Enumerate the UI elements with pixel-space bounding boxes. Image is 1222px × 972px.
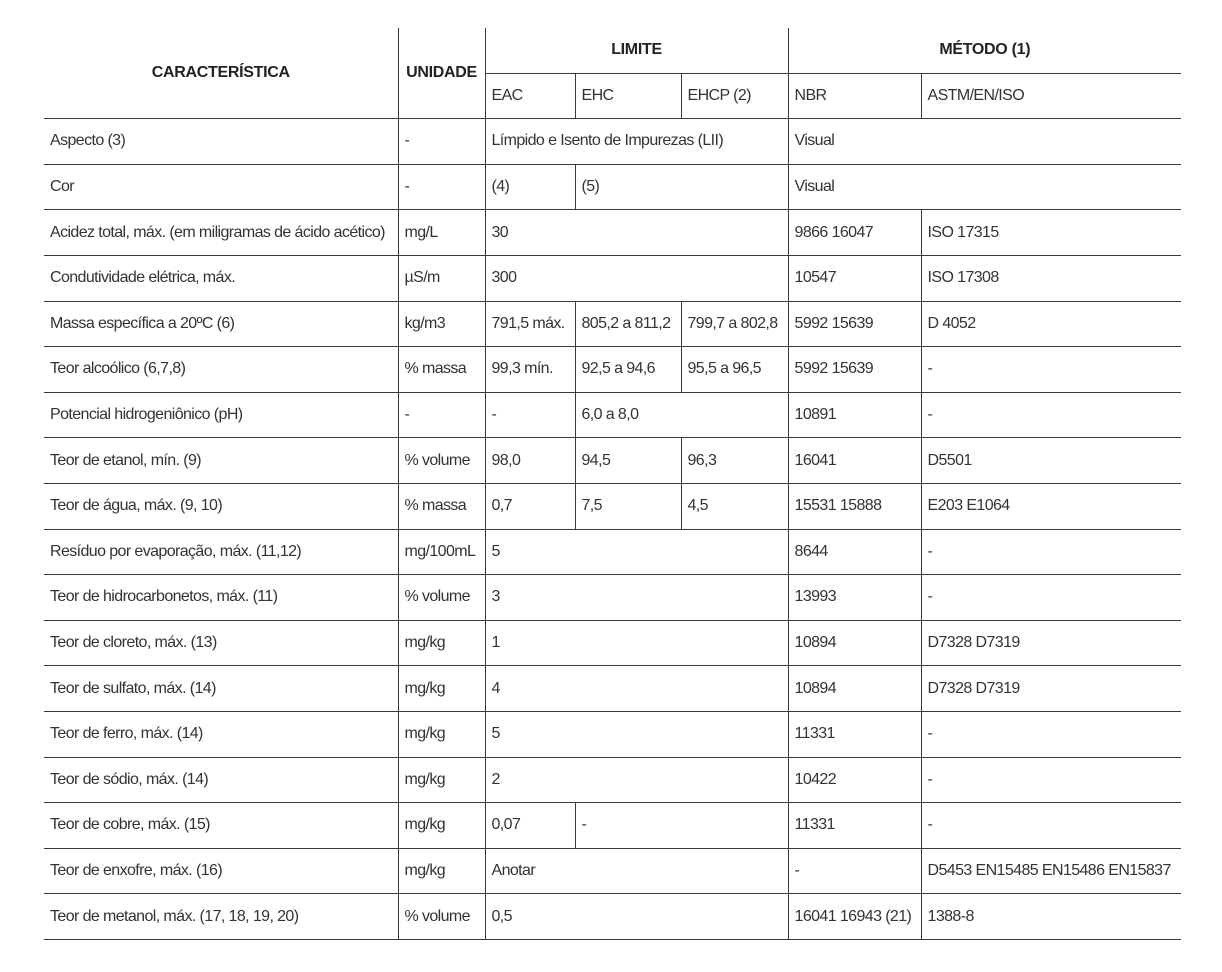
cell-eac: 99,3 mín. xyxy=(485,347,575,393)
table-row xyxy=(44,529,1181,575)
header-nbr: NBR xyxy=(788,73,921,119)
table-row xyxy=(44,301,1181,347)
cell-unit: % volume xyxy=(398,575,485,621)
table-row xyxy=(44,848,1181,894)
cell-unit: mg/kg xyxy=(398,620,485,666)
cell-unit: - xyxy=(398,392,485,438)
cell-ehcp: 799,7 a 802,8 xyxy=(681,301,788,347)
cell-nbr: 8644 xyxy=(788,529,921,575)
cell-astm: - xyxy=(921,347,1181,393)
header-metodo: MÉTODO (1) xyxy=(788,28,1181,73)
cell-astm: ISO 17308 xyxy=(921,255,1181,301)
cell-astm: D 4052 xyxy=(921,301,1181,347)
table-row xyxy=(44,894,1181,940)
cell-characteristic: Teor de sulfato, máx. (14) xyxy=(44,666,398,712)
cell-limit: Límpido e Isento de Impurezas (LII) xyxy=(485,119,788,165)
table-row xyxy=(44,438,1181,484)
cell-astm: D7328 D7319 xyxy=(921,620,1181,666)
cell-characteristic: Potencial hidrogeniônico (pH) xyxy=(44,392,398,438)
cell-limit: 4 xyxy=(485,666,788,712)
cell-characteristic: Teor de água, máx. (9, 10) xyxy=(44,483,398,529)
cell-ehc-ehcp: - xyxy=(575,803,788,849)
table-row xyxy=(44,347,1181,393)
cell-limit: 3 xyxy=(485,575,788,621)
cell-method: Visual xyxy=(788,119,1181,165)
cell-unit: % volume xyxy=(398,438,485,484)
table-row xyxy=(44,392,1181,438)
cell-ehc: 7,5 xyxy=(575,483,681,529)
cell-eac: (4) xyxy=(485,164,575,210)
cell-astm: ISO 17315 xyxy=(921,210,1181,256)
cell-astm: E203 E1064 xyxy=(921,483,1181,529)
cell-nbr: 11331 xyxy=(788,711,921,757)
cell-astm: - xyxy=(921,757,1181,803)
cell-eac: 0,7 xyxy=(485,483,575,529)
cell-ehc-ehcp: 6,0 a 8,0 xyxy=(575,392,788,438)
table-row xyxy=(44,803,1181,849)
cell-ehc-ehcp: (5) xyxy=(575,164,788,210)
cell-eac: 0,07 xyxy=(485,803,575,849)
cell-unit: - xyxy=(398,164,485,210)
table-row xyxy=(44,483,1181,529)
cell-characteristic: Teor de etanol, mín. (9) xyxy=(44,438,398,484)
cell-ehc: 94,5 xyxy=(575,438,681,484)
cell-nbr: 15531 15888 xyxy=(788,483,921,529)
cell-characteristic: Teor de sódio, máx. (14) xyxy=(44,757,398,803)
cell-nbr: 10894 xyxy=(788,666,921,712)
cell-characteristic: Massa específica a 20ºC (6) xyxy=(44,301,398,347)
cell-nbr: 10547 xyxy=(788,255,921,301)
cell-astm: 1388-8 xyxy=(921,894,1181,940)
cell-unit: µS/m xyxy=(398,255,485,301)
cell-characteristic: Teor alcoólico (6,7,8) xyxy=(44,347,398,393)
cell-limit: Anotar xyxy=(485,848,788,894)
header-limite: LIMITE xyxy=(485,28,788,73)
cell-ehcp: 4,5 xyxy=(681,483,788,529)
cell-nbr: 16041 xyxy=(788,438,921,484)
cell-nbr: 5992 15639 xyxy=(788,347,921,393)
cell-nbr: 11331 xyxy=(788,803,921,849)
header-row-top xyxy=(44,28,1181,73)
cell-unit: - xyxy=(398,119,485,165)
cell-eac: 791,5 máx. xyxy=(485,301,575,347)
table-row xyxy=(44,164,1181,210)
cell-unit: mg/kg xyxy=(398,803,485,849)
cell-ehcp: 95,5 a 96,5 xyxy=(681,347,788,393)
cell-limit: 0,5 xyxy=(485,894,788,940)
cell-characteristic: Teor de ferro, máx. (14) xyxy=(44,711,398,757)
header-ehcp: EHCP (2) xyxy=(681,73,788,119)
cell-ehc: 92,5 a 94,6 xyxy=(575,347,681,393)
header-astm: ASTM/EN/ISO xyxy=(921,73,1181,119)
table-header xyxy=(44,28,1181,119)
cell-characteristic: Teor de cobre, máx. (15) xyxy=(44,803,398,849)
cell-astm: D5501 xyxy=(921,438,1181,484)
cell-astm: - xyxy=(921,575,1181,621)
cell-limit: 5 xyxy=(485,711,788,757)
cell-astm: - xyxy=(921,392,1181,438)
table-row xyxy=(44,711,1181,757)
cell-eac: 98,0 xyxy=(485,438,575,484)
cell-characteristic: Acidez total, máx. (em miligramas de ácido acético) xyxy=(44,210,398,256)
table-row xyxy=(44,119,1181,165)
cell-limit: 5 xyxy=(485,529,788,575)
cell-astm: D5453 EN15485 EN15486 EN15837 xyxy=(921,848,1181,894)
cell-limit: 1 xyxy=(485,620,788,666)
cell-unit: kg/m3 xyxy=(398,301,485,347)
header-eac: EAC xyxy=(485,73,575,119)
cell-nbr: 13993 xyxy=(788,575,921,621)
cell-characteristic: Teor de metanol, máx. (17, 18, 19, 20) xyxy=(44,894,398,940)
header-ehc: EHC xyxy=(575,73,681,119)
cell-astm: D7328 D7319 xyxy=(921,666,1181,712)
cell-astm: - xyxy=(921,529,1181,575)
cell-nbr: 10894 xyxy=(788,620,921,666)
cell-unit: mg/kg xyxy=(398,666,485,712)
cell-characteristic: Cor xyxy=(44,164,398,210)
cell-unit: mg/kg xyxy=(398,711,485,757)
cell-method: Visual xyxy=(788,164,1181,210)
cell-nbr: 5992 15639 xyxy=(788,301,921,347)
table-row xyxy=(44,575,1181,621)
table-row xyxy=(44,757,1181,803)
cell-limit: 30 xyxy=(485,210,788,256)
header-caracteristica: CARACTERÍSTICA xyxy=(44,28,398,119)
cell-unit: mg/100mL xyxy=(398,529,485,575)
cell-unit: % volume xyxy=(398,894,485,940)
cell-nbr: 10891 xyxy=(788,392,921,438)
cell-ehcp: 96,3 xyxy=(681,438,788,484)
table-row xyxy=(44,620,1181,666)
table-body xyxy=(44,119,1181,940)
cell-astm: - xyxy=(921,711,1181,757)
cell-nbr: - xyxy=(788,848,921,894)
cell-nbr: 10422 xyxy=(788,757,921,803)
cell-astm: - xyxy=(921,803,1181,849)
cell-unit: mg/kg xyxy=(398,848,485,894)
cell-nbr: 16041 16943 (21) xyxy=(788,894,921,940)
cell-characteristic: Teor de cloreto, máx. (13) xyxy=(44,620,398,666)
specification-table xyxy=(44,28,1181,940)
header-unidade: UNIDADE xyxy=(398,28,485,119)
cell-characteristic: Teor de hidrocarbonetos, máx. (11) xyxy=(44,575,398,621)
table-row xyxy=(44,255,1181,301)
cell-nbr: 9866 16047 xyxy=(788,210,921,256)
cell-unit: mg/L xyxy=(398,210,485,256)
cell-characteristic: Teor de enxofre, máx. (16) xyxy=(44,848,398,894)
cell-characteristic: Condutividade elétrica, máx. xyxy=(44,255,398,301)
cell-limit: 300 xyxy=(485,255,788,301)
cell-unit: % massa xyxy=(398,483,485,529)
cell-unit: mg/kg xyxy=(398,757,485,803)
cell-unit: % massa xyxy=(398,347,485,393)
cell-characteristic: Aspecto (3) xyxy=(44,119,398,165)
cell-characteristic: Resíduo por evaporação, máx. (11,12) xyxy=(44,529,398,575)
table-row xyxy=(44,210,1181,256)
cell-limit: 2 xyxy=(485,757,788,803)
table-row xyxy=(44,666,1181,712)
cell-eac: - xyxy=(485,392,575,438)
cell-ehc: 805,2 a 811,2 xyxy=(575,301,681,347)
